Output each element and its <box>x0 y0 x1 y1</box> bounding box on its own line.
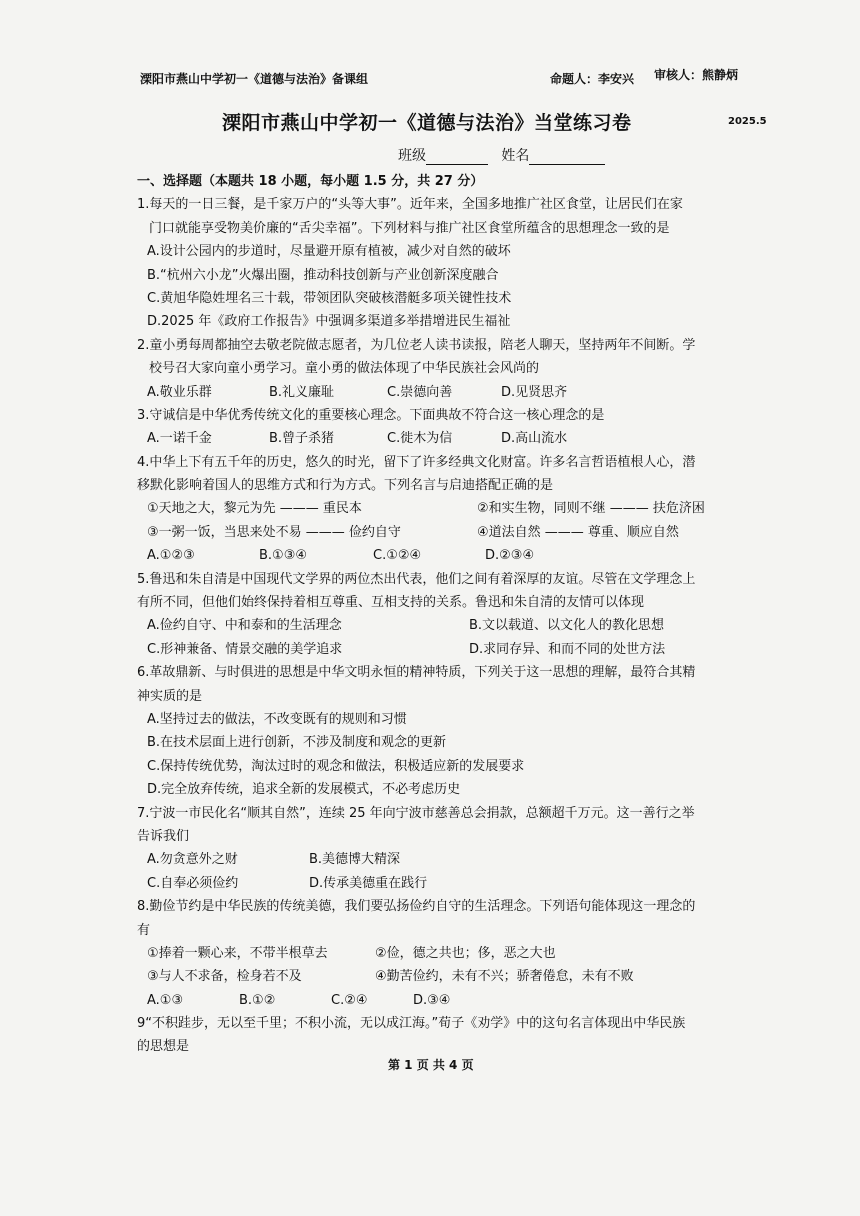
q5-options-row1 <box>137 614 757 637</box>
q2-option-b: B.礼义廉耻 <box>269 384 335 400</box>
q3-option-a: A.一诺千金 <box>147 431 212 447</box>
q8-items-row1 <box>137 942 757 965</box>
student-info-line <box>398 145 605 165</box>
q1-option-d: D.2025 年《政府工作报告》中强调多渠道多举措增进民生福祉 <box>147 314 511 330</box>
q5-option-b: B.文以载道、以文化人的教化思想 <box>469 618 665 634</box>
q7-option-a: A.勿贪意外之财 <box>147 852 238 868</box>
q8-item-2: ②俭，德之共也；侈，恶之大也 <box>375 945 556 961</box>
q2-option-a: A.敬业乐群 <box>147 384 212 400</box>
q2-stem-cont: 校号召大家向童小勇学习。童小勇的做法体现了中华民族社会风尚的 <box>149 361 540 377</box>
q9-stem: 9“不积跬步，无以至千里；不积小流，无以成江海。”荀子《劝学》中的这句名言体现出中华民族 <box>137 1016 686 1032</box>
q5-option-c: C.形神兼备、情景交融的美学追求 <box>147 641 343 657</box>
q4-item-4: ④道法自然 ——— 尊重、顺应自然 <box>477 524 679 540</box>
q5-option-d: D.求同存异、和而不同的处世方法 <box>469 641 666 657</box>
q1-stem: 1.每天的一日三餐，是千家万户的“头等大事”。近年来，全国多地推广社区食堂，让居民们在家 <box>137 197 683 213</box>
class-label: 班级 <box>398 148 426 164</box>
q2-options <box>137 381 757 404</box>
question-content <box>137 170 757 1059</box>
q2-option-d: D.见贤思齐 <box>501 384 568 400</box>
q9-stem-cont: 的思想是 <box>137 1039 190 1055</box>
page-header <box>140 70 750 88</box>
q7-stem-cont: 告诉我们 <box>137 828 190 844</box>
q4-item-1: ①天地之大，黎元为先 ——— 重民本 <box>147 501 362 517</box>
q4-option-c: C.①②④ <box>373 548 422 564</box>
q7-stem: 7.宁波一市民化名“顺其自然”，连续 25 年向宁波市慈善总会捐款，总额超千万元。这一善行之举 <box>137 805 695 821</box>
q3-option-b: B.曾子杀猪 <box>269 431 335 447</box>
q1-stem-cont: 门口就能享受物美价廉的“舌尖幸福”。下列材料与推广社区食堂所蕴含的思想理念一致的是 <box>149 220 670 236</box>
q8-item-4: ④勤苦俭约，未有不兴；骄奢倦怠，未有不败 <box>375 969 634 985</box>
q4-stem-cont: 移默化影响着国人的思维方式和行为方式。下列名言与启迪搭配正确的是 <box>137 478 554 494</box>
q4-items-row2 <box>137 521 757 544</box>
q5-options-row2 <box>137 638 757 661</box>
exam-date: 2025.5 <box>728 116 767 127</box>
q4-item-2: ②和实生物，同则不继 ——— 扶危济困 <box>477 501 705 517</box>
q7-options-row2 <box>137 872 757 895</box>
q3-option-c: C.徙木为信 <box>387 431 453 447</box>
q6-option-a: A.坚持过去的做法，不改变既有的规则和习惯 <box>147 711 407 727</box>
page-footer: 第 1 页 共 4 页 <box>388 1058 474 1072</box>
q5-stem-cont: 有所不同，但他们始终保持着相互尊重、互相支持的关系。鲁迅和朱自清的友情可以体现 <box>137 595 645 611</box>
reviewer: 审核人：熊静炳 <box>654 68 739 82</box>
q6-option-d: D.完全放弃传统，追求全新的发展模式，不必考虑历史 <box>147 782 461 798</box>
q8-items-row2 <box>137 965 757 988</box>
q6-option-b: B.在技术层面上进行创新，不涉及制度和观念的更新 <box>147 735 447 751</box>
q4-option-a: A.①②③ <box>147 548 195 564</box>
q8-option-a: A.①③ <box>147 992 184 1008</box>
q8-option-c: C.②④ <box>331 992 368 1008</box>
q4-option-b: B.①③④ <box>259 548 308 564</box>
q8-options <box>137 989 757 1012</box>
q4-options <box>137 544 757 567</box>
q7-option-d: D.传承美德重在践行 <box>309 875 428 891</box>
q4-stem: 4.中华上下有五千年的历史，悠久的时光，留下了许多经典文化财富。许多名言哲语植根人心，潜 <box>137 454 696 470</box>
q8-stem-cont: 有 <box>137 922 151 938</box>
q3-options <box>137 427 757 450</box>
q8-item-3: ③与人不求备，检身若不及 <box>147 969 302 985</box>
q1-option-a: A.设计公园内的步道时，尽量避开原有植被，减少对自然的破坏 <box>147 244 511 260</box>
q4-items-row1 <box>137 497 757 520</box>
q7-options-row1 <box>137 848 757 871</box>
q4-option-d: D.②③④ <box>485 548 535 564</box>
q8-option-d: D.③④ <box>413 992 451 1008</box>
q8-item-1: ①捧着一颗心来，不带半根草去 <box>147 945 328 961</box>
q5-stem: 5.鲁迅和朱自清是中国现代文学界的两位杰出代表，他们之间有着深厚的友谊。尽管在文学理念上 <box>137 571 696 587</box>
q1-option-c: C.黄旭华隐姓埋名三十载，带领团队突破核潜艇多项关键性技术 <box>147 290 512 306</box>
q4-item-3: ③一粥一饭，当思来处不易 ——— 俭约自守 <box>147 524 401 540</box>
name-blank <box>529 150 605 165</box>
q3-stem: 3.守诚信是中华优秀传统文化的重要核心理念。下面典故不符合这一核心理念的是 <box>137 407 605 423</box>
class-blank <box>426 150 488 165</box>
q5-option-a: A.俭约自守、中和泰和的生活理念 <box>147 618 342 634</box>
question-setter: 命题人：李安兴 <box>550 72 635 86</box>
q7-option-c: C.自奉必须俭约 <box>147 875 239 891</box>
name-label: 姓名 <box>501 148 530 164</box>
prep-group: 溧阳市燕山中学初一《道德与法治》备课组 <box>140 72 369 86</box>
q2-stem: 2.童小勇每周都抽空去敬老院做志愿者，为几位老人读书读报，陪老人聊天，坚持两年不间断。学 <box>137 337 696 353</box>
q8-stem: 8.勤俭节约是中华民族的传统美德，我们要弘扬俭约自守的生活理念。下列语句能体现这一理念的 <box>137 899 696 915</box>
q7-option-b: B.美德博大精深 <box>309 852 401 868</box>
q6-stem: 6.革故鼎新、与时俱进的思想是中华文明永恒的精神特质，下列关于这一思想的理解，最符合其精 <box>137 665 696 681</box>
q1-option-b: B.“杭州六小龙”火爆出圈，推动科技创新与产业创新深度融合 <box>147 267 499 283</box>
q2-option-c: C.崇德向善 <box>387 384 453 400</box>
q6-option-c: C.保持传统优势，淘汰过时的观念和做法，积极适应新的发展要求 <box>147 758 525 774</box>
page-title: 溧阳市燕山中学初一《道德与法治》当堂练习卷 <box>222 112 632 134</box>
q6-stem-cont: 神实质的是 <box>137 688 203 704</box>
q3-option-d: D.高山流水 <box>501 431 568 447</box>
q8-option-b: B.①② <box>239 992 276 1008</box>
section-heading: 一、选择题（本题共 18 小题，每小题 1.5 分，共 27 分） <box>137 174 484 189</box>
